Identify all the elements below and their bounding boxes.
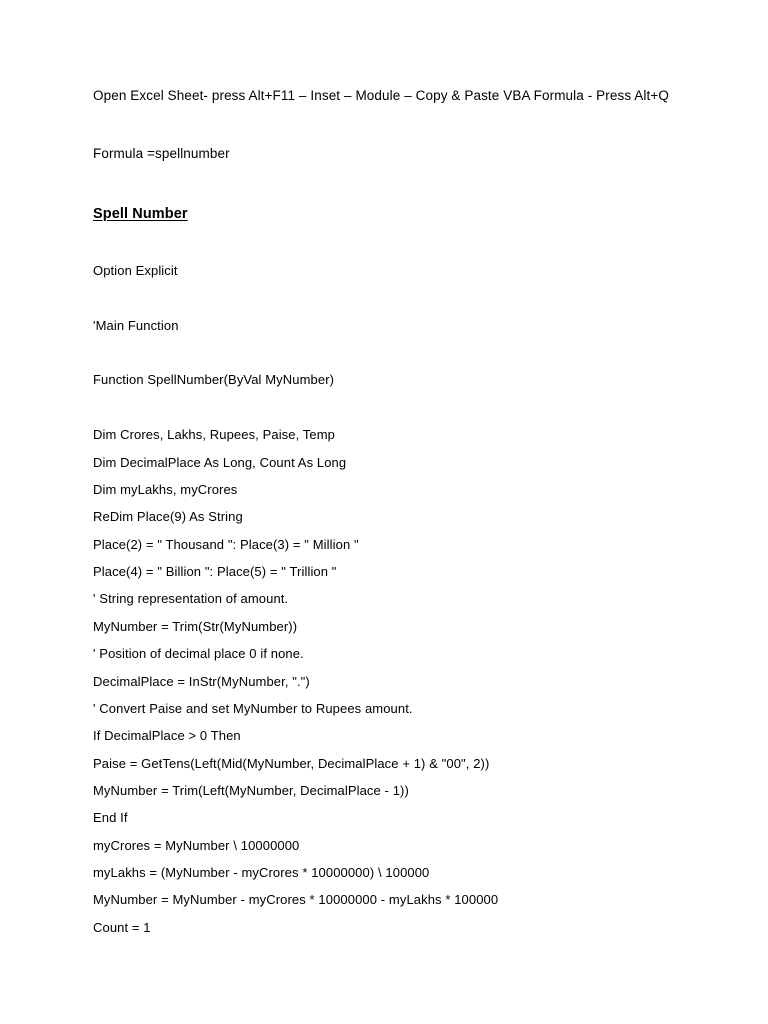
code-line: Function SpellNumber(ByVal MyNumber) bbox=[93, 372, 335, 387]
code-line: End If bbox=[93, 810, 128, 825]
code-line: Paise = GetTens(Left(Mid(MyNumber, DecimalPlace + 1) & "00", 2)) bbox=[93, 756, 490, 771]
code-line: Dim DecimalPlace As Long, Count As Long bbox=[93, 455, 347, 470]
code-line: ' Position of decimal place 0 if none. bbox=[93, 646, 304, 661]
code-line: ' String representation of amount. bbox=[93, 591, 289, 606]
code-line: Dim Crores, Lakhs, Rupees, Paise, Temp bbox=[93, 427, 335, 442]
code-line: Option Explicit bbox=[93, 263, 178, 278]
code-line: MyNumber = Trim(Left(MyNumber, DecimalPlace - 1)) bbox=[93, 783, 409, 798]
code-line: MyNumber = Trim(Str(MyNumber)) bbox=[93, 619, 298, 634]
section-heading: Spell Number bbox=[93, 206, 188, 222]
code-line: If DecimalPlace > 0 Then bbox=[93, 728, 241, 743]
code-line: ReDim Place(9) As String bbox=[93, 509, 243, 524]
code-line: Place(4) = " Billion ": Place(5) = " Trillion " bbox=[93, 564, 337, 579]
code-line: Place(2) = " Thousand ": Place(3) = " Million " bbox=[93, 537, 359, 552]
code-line: Dim myLakhs, myCrores bbox=[93, 482, 238, 497]
code-line: DecimalPlace = InStr(MyNumber, ".") bbox=[93, 674, 310, 689]
code-line: Count = 1 bbox=[93, 920, 151, 935]
instructions-text: Open Excel Sheet- press Alt+F11 – Inset – Module – Copy & Paste VBA Formula - Press Alt+Q bbox=[93, 88, 669, 103]
code-line: myCrores = MyNumber \ 10000000 bbox=[93, 838, 300, 853]
code-line: MyNumber = MyNumber - myCrores * 10000000 - myLakhs * 100000 bbox=[93, 892, 499, 907]
code-line: myLakhs = (MyNumber - myCrores * 10000000) \ 100000 bbox=[93, 865, 430, 880]
code-line: ' Convert Paise and set MyNumber to Rupees amount. bbox=[93, 701, 413, 716]
code-line: 'Main Function bbox=[93, 318, 179, 333]
formula-note: Formula =spellnumber bbox=[93, 146, 230, 161]
